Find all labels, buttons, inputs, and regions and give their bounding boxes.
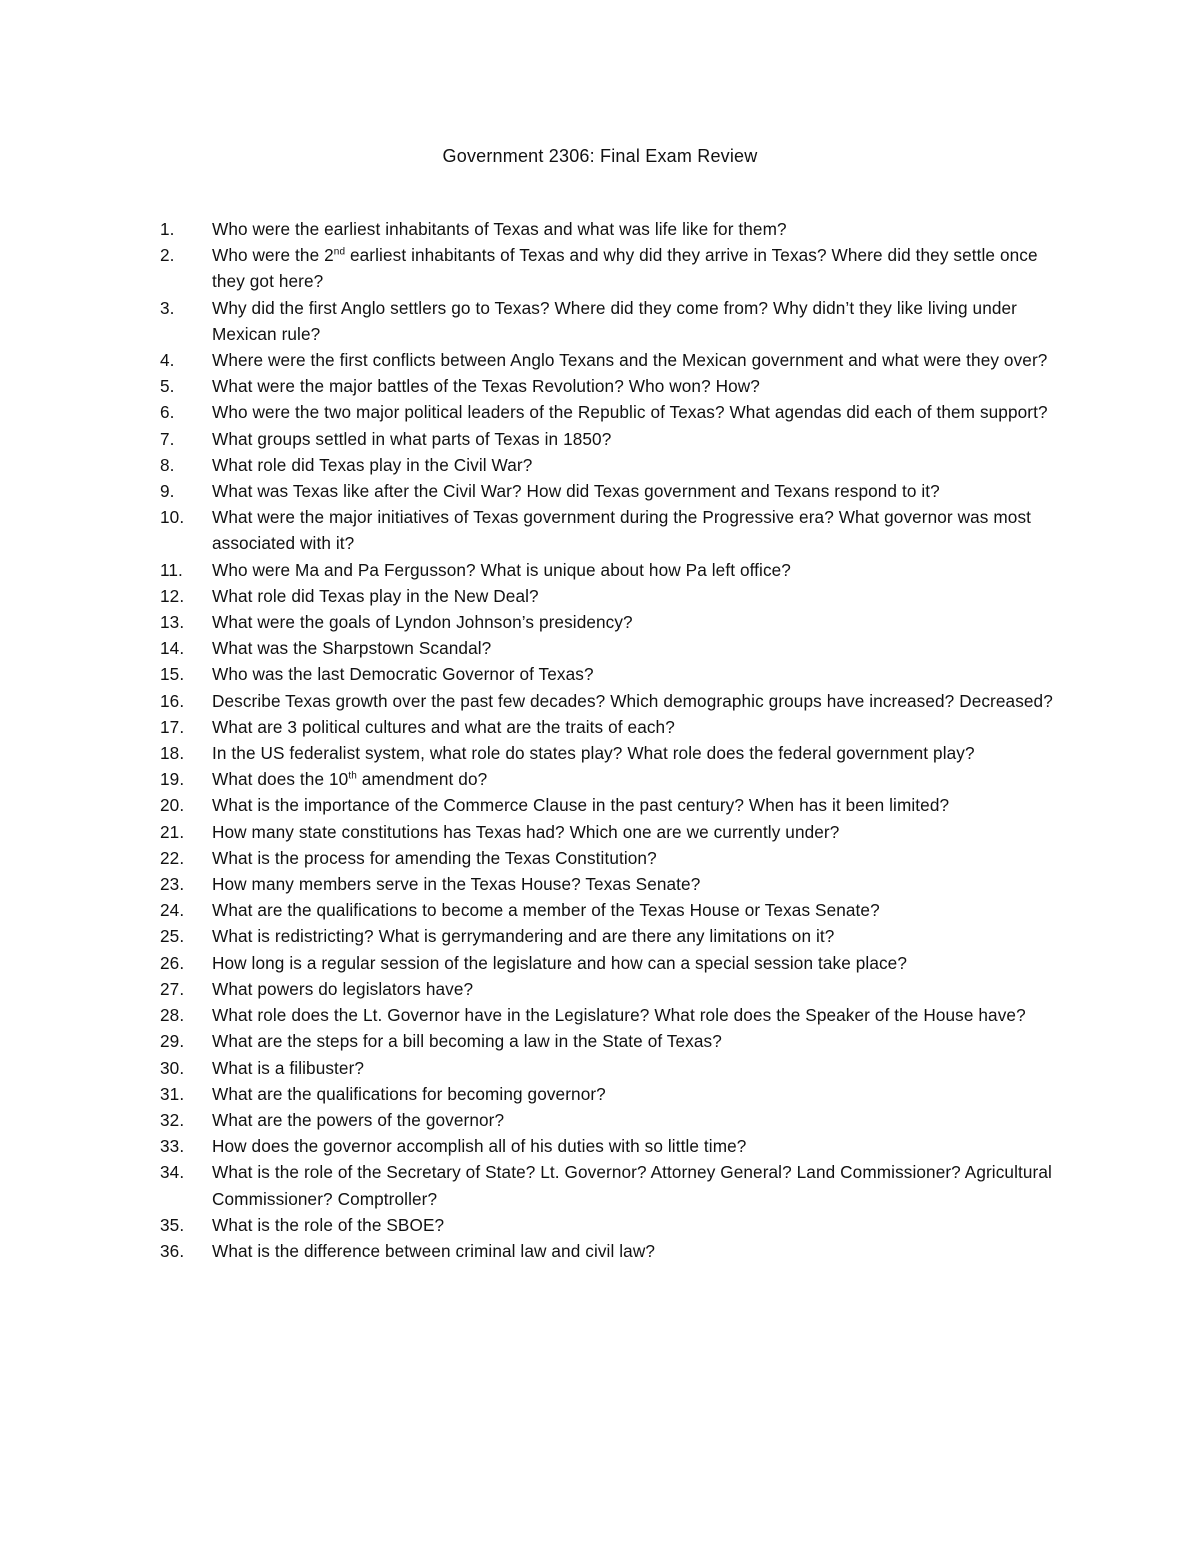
- question-text-segment: Who were the 2: [212, 245, 334, 266]
- question-number: 35.: [160, 1214, 185, 1235]
- question-text: [212, 926, 834, 946]
- question-number: 26.: [160, 952, 185, 973]
- question-number: 7.: [160, 428, 175, 449]
- question-text: [212, 1005, 1026, 1025]
- question-item: [160, 714, 1060, 740]
- question-text: [212, 691, 1053, 711]
- question-text-segment: What role did Texas play in the Civil War?: [212, 454, 533, 475]
- question-item: [160, 347, 1060, 373]
- question-number: 31.: [160, 1083, 185, 1104]
- question-item: [160, 1212, 1060, 1238]
- question-item: [160, 819, 1060, 845]
- question-text-segment: What were the major initiatives of Texas government during the Progressive era? What governor was most associated with it?: [212, 507, 1032, 554]
- question-text-segment: What is redistricting? What is gerrymandering and are there any limitations on it?: [212, 926, 835, 947]
- question-text-segment: Describe Texas growth over the past few decades? Which demographic groups have increased? Decreased?: [212, 690, 1053, 711]
- question-text-segment: What is the difference between criminal law and civil law?: [212, 1240, 656, 1261]
- question-text: [212, 874, 700, 894]
- question-text-segment: Who were the two major political leaders of the Republic of Texas? What agendas did each of them support?: [212, 402, 1048, 423]
- question-number: 1.: [160, 219, 175, 239]
- question-text-segment: What powers do legislators have?: [212, 978, 474, 999]
- question-number: 18.: [160, 743, 185, 764]
- question-text-segment: earliest inhabitants of Texas and why did they arrive in Texas? Where did they settle once they got here?: [212, 245, 1038, 292]
- question-item: [160, 478, 1060, 504]
- question-item: [160, 688, 1060, 714]
- question-number: 30.: [160, 1057, 185, 1078]
- question-text: [212, 429, 611, 449]
- question-number: 16.: [160, 690, 185, 711]
- question-number: 29.: [160, 1031, 185, 1052]
- question-number: 13.: [160, 612, 185, 633]
- question-item: [160, 635, 1060, 661]
- page-title: Government 2306: Final Exam Review: [442, 146, 758, 166]
- question-number: 6.: [160, 402, 175, 423]
- question-text-segment: What was the Sharpstown Scandal?: [212, 638, 492, 659]
- question-text: [212, 402, 1048, 422]
- question-number: 12.: [160, 585, 185, 606]
- question-number: 20.: [160, 795, 185, 816]
- question-text: [212, 769, 487, 789]
- question-text: [212, 612, 633, 632]
- question-text: [212, 1084, 606, 1104]
- question-item: [160, 976, 1060, 1002]
- question-text: [212, 953, 907, 973]
- question-text-segment: What are the steps for a bill becoming a law in the State of Texas?: [212, 1031, 722, 1052]
- question-number: 25.: [160, 926, 185, 947]
- question-text-segment: Who was the last Democratic Governor of Texas?: [212, 664, 594, 685]
- question-number: 5.: [160, 376, 175, 397]
- question-number: 15.: [160, 664, 185, 685]
- question-text: [212, 822, 839, 842]
- question-item: [160, 609, 1060, 635]
- question-number: 36.: [160, 1240, 185, 1261]
- question-item: [160, 897, 1060, 923]
- question-text-segment: What groups settled in what parts of Texas in 1850?: [212, 428, 612, 449]
- question-item: [160, 216, 1060, 242]
- question-number: 27.: [160, 978, 185, 999]
- question-text-segment: Where were the first conflicts between Anglo Texans and the Mexican government and what were they over?: [212, 350, 1048, 371]
- question-text: [212, 219, 787, 239]
- question-text: [212, 1110, 504, 1130]
- question-text-segment: What were the goals of Lyndon Johnson’s presidency?: [212, 612, 633, 633]
- question-item: [160, 1238, 1060, 1264]
- question-text-segment: How many members serve in the Texas House? Texas Senate?: [212, 874, 701, 895]
- question-text: [212, 1031, 722, 1051]
- question-text-segment: What role does the Lt. Governor have in the Legislature? What role does the Speaker of the House have?: [212, 1005, 1026, 1026]
- question-text: [212, 455, 532, 475]
- question-item: [160, 740, 1060, 766]
- question-text: [212, 298, 1017, 344]
- question-text: [212, 900, 880, 920]
- question-text-segment: What is the role of the Secretary of State? Lt. Governor? Attorney General? Land Commissioner? Agricultural Commissioner? Comptroller?: [212, 1162, 1052, 1209]
- question-item: [160, 1107, 1060, 1133]
- question-list: [160, 216, 1060, 1264]
- question-item: [160, 557, 1060, 583]
- question-text-segment: What are the qualifications to become a member of the Texas House or Texas Senate?: [212, 900, 880, 921]
- question-text: [212, 743, 975, 763]
- question-number: 34.: [160, 1162, 185, 1183]
- question-text-segment: How long is a regular session of the legislature and how can a special session take place?: [212, 952, 907, 973]
- question-text: [212, 717, 675, 737]
- question-number: 10.: [160, 507, 185, 528]
- question-number: 2.: [160, 245, 175, 266]
- question-text-segment: What is the role of the SBOE?: [212, 1214, 445, 1235]
- question-number: 17.: [160, 716, 185, 737]
- question-text-segment: How many state constitutions has Texas had? Which one are we currently under?: [212, 821, 840, 842]
- question-text: [212, 560, 791, 580]
- question-text-segment: Why did the first Anglo settlers go to Texas? Where did they come from? Why didn’t they like living under Mexican rule?: [212, 297, 1017, 344]
- question-text-segment: What are 3 political cultures and what are the traits of each?: [212, 716, 675, 737]
- question-number: 4.: [160, 350, 175, 371]
- question-item: [160, 242, 1060, 294]
- question-number: 3.: [160, 297, 175, 318]
- question-text: [212, 586, 539, 606]
- question-text: [212, 795, 949, 815]
- question-number: 9.: [160, 481, 175, 502]
- question-item: [160, 399, 1060, 425]
- question-text: [212, 507, 1031, 553]
- question-text: [212, 638, 491, 658]
- question-item: [160, 452, 1060, 478]
- question-number: 33.: [160, 1136, 185, 1157]
- question-number: 23.: [160, 874, 185, 895]
- question-text: [212, 376, 760, 396]
- question-item: [160, 1081, 1060, 1107]
- question-text-segment: What were the major battles of the Texas Revolution? Who won? How?: [212, 376, 760, 397]
- question-number: 11.: [160, 559, 183, 580]
- question-text: [212, 1162, 1052, 1208]
- question-text-segment: What was Texas like after the Civil War? How did Texas government and Texans respond to it?: [212, 481, 940, 502]
- question-item: [160, 295, 1060, 347]
- question-item: [160, 504, 1060, 556]
- question-text-segment: How does the governor accomplish all of his duties with so little time?: [212, 1136, 747, 1157]
- ordinal-superscript: nd: [333, 246, 346, 258]
- question-item: [160, 373, 1060, 399]
- question-text: [212, 481, 940, 501]
- question-text-segment: What is a filibuster?: [212, 1057, 365, 1078]
- question-text-segment: Who were the earliest inhabitants of Texas and what was life like for them?: [212, 219, 787, 239]
- question-text: [212, 1136, 746, 1156]
- question-text-segment: What role did Texas play in the New Deal?: [212, 585, 539, 606]
- question-text: [212, 979, 473, 999]
- question-item: [160, 923, 1060, 949]
- question-item: [160, 871, 1060, 897]
- question-item: [160, 661, 1060, 687]
- ordinal-superscript: th: [348, 770, 357, 782]
- question-text: [212, 1058, 364, 1078]
- question-item: [160, 1159, 1060, 1211]
- question-item: [160, 583, 1060, 609]
- question-item: [160, 845, 1060, 871]
- question-number: 14.: [160, 638, 185, 659]
- question-item: [160, 950, 1060, 976]
- question-number: 22.: [160, 847, 185, 868]
- question-text: [212, 1215, 444, 1235]
- question-item: [160, 792, 1060, 818]
- question-text-segment: What is the process for amending the Texas Constitution?: [212, 847, 657, 868]
- question-text-segment: amendment do?: [356, 769, 488, 790]
- question-number: 8.: [160, 454, 175, 475]
- question-item: [160, 1055, 1060, 1081]
- question-text-segment: In the US federalist system, what role do states play? What role does the federal government play?: [212, 743, 975, 764]
- question-text: [212, 245, 1038, 291]
- question-number: 21.: [160, 821, 185, 842]
- question-text: [212, 848, 657, 868]
- question-text-segment: What are the powers of the governor?: [212, 1109, 505, 1130]
- question-item: [160, 426, 1060, 452]
- question-text: [212, 664, 594, 684]
- question-number: 24.: [160, 900, 185, 921]
- question-item: [160, 1133, 1060, 1159]
- question-text: [212, 1241, 655, 1261]
- question-item: [160, 1028, 1060, 1054]
- question-text-segment: What is the importance of the Commerce Clause in the past century? When has it been limited?: [212, 795, 950, 816]
- question-text-segment: What are the qualifications for becoming governor?: [212, 1083, 606, 1104]
- question-text-segment: Who were Ma and Pa Fergusson? What is unique about how Pa left office?: [212, 559, 791, 580]
- question-text-segment: What does the 10: [212, 769, 349, 790]
- question-number: 32.: [160, 1109, 185, 1130]
- question-item: [160, 766, 1060, 792]
- question-number: 19.: [160, 769, 185, 790]
- question-number: 28.: [160, 1005, 185, 1026]
- question-item: [160, 1002, 1060, 1028]
- question-text: [212, 350, 1047, 370]
